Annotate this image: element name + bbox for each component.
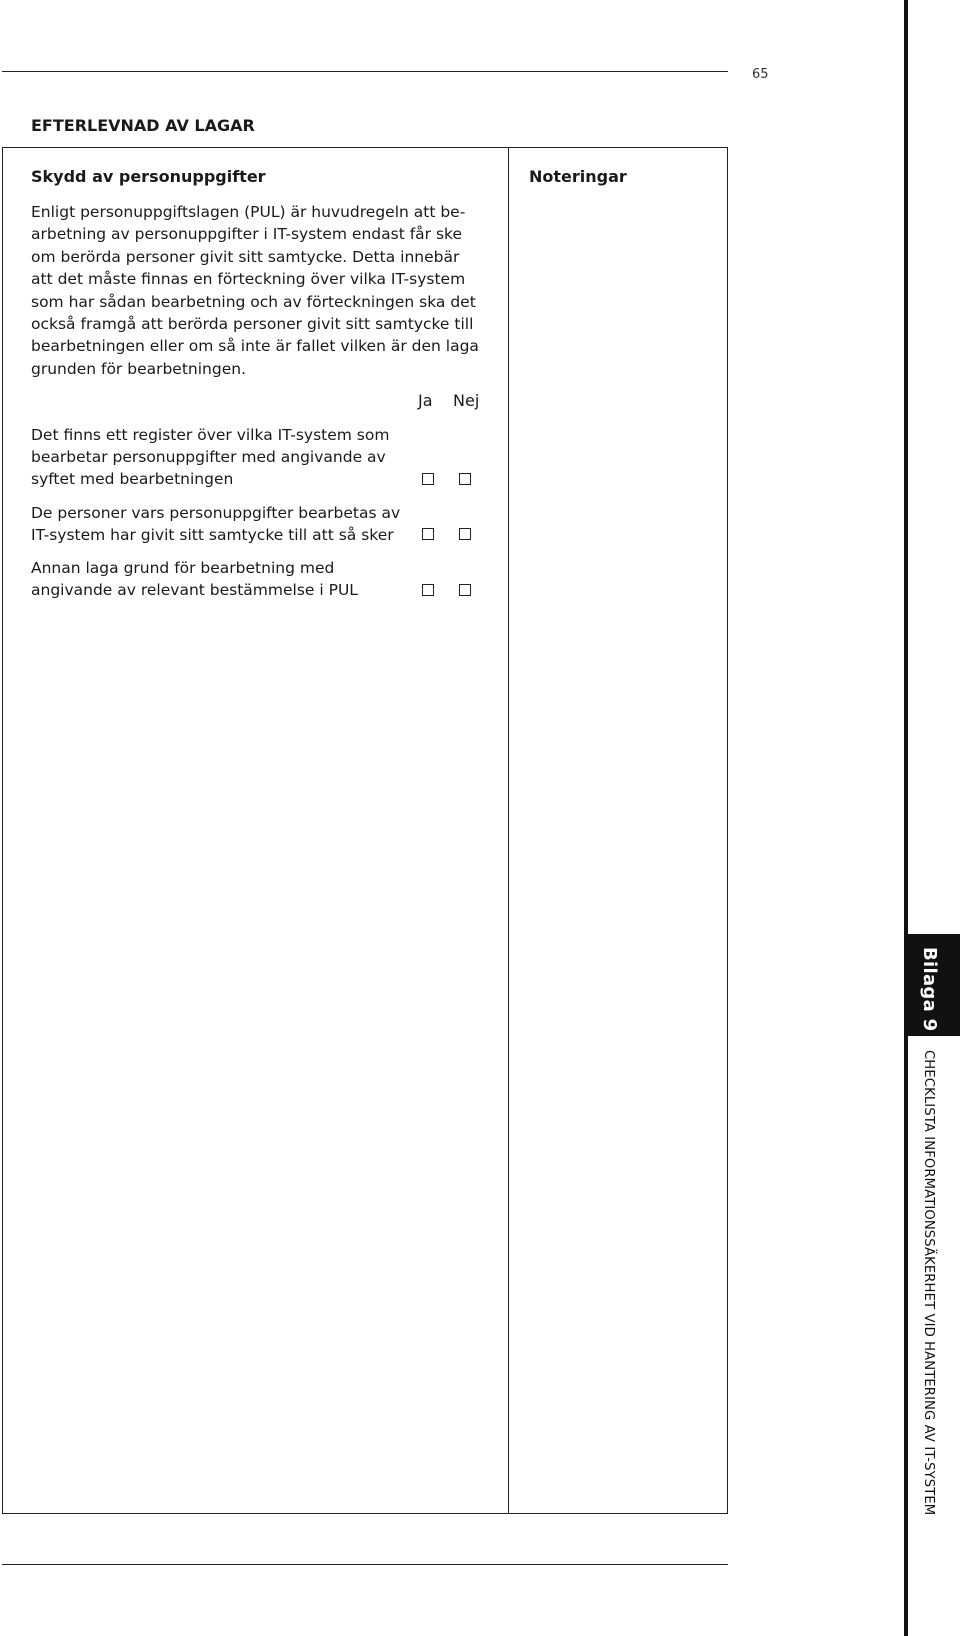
checkbox-no-consent[interactable] [459, 528, 471, 540]
checkbox-yes-consent[interactable] [422, 528, 434, 540]
column-divider [508, 147, 509, 1514]
subsection-title: Skydd av personuppgifter [31, 167, 266, 186]
section-title: EFTERLEVNAD AV LAGAR [31, 116, 255, 135]
checklist-item-legal-ground: Annan laga grund för bearbetning med angivande av relevant bestämmelse i PUL [31, 559, 358, 599]
side-bar [904, 0, 908, 1636]
checklist-item-register: Det finns ett register över vilka IT-system som bearbetar personuppgifter med angivande av syftet med bearbetningen [31, 426, 390, 488]
column-header-no: Nej [453, 391, 480, 410]
header-rule [2, 71, 728, 72]
checkbox-yes-register[interactable] [422, 473, 434, 485]
footer-rule [2, 1564, 728, 1565]
checkbox-no-legal-ground[interactable] [459, 584, 471, 596]
side-running-title: CHECKLISTA INFORMATIONSSÄKERHET VID HANTERING AV IT-SYSTEM [921, 1050, 936, 1516]
notes-heading: Noteringar [529, 167, 627, 186]
page-number: 65 [752, 67, 769, 82]
intro-paragraph: Enligt personuppgiftslagen (PUL) är huvudregeln att be- arbetning av personuppgifter i IT-system endast får ske om berörda personer givit sitt samtycke. Detta innebär att det måste finnas en förteckning över vilka IT-system som har sådan bearbetning och av förteckningen ska det också framgå att berörda personer givit sitt samtycke till bearbetningen eller om så inte är fallet vilken är den laga grunden för bearbetningen. [31, 203, 479, 378]
appendix-tab-label: Bilaga 9 [919, 947, 940, 1032]
column-header-yes: Ja [418, 391, 433, 410]
checkbox-yes-legal-ground[interactable] [422, 584, 434, 596]
checkbox-no-register[interactable] [459, 473, 471, 485]
checklist-item-consent: De personer vars personuppgifter bearbetas av IT-system har givit sitt samtycke till att så sker [31, 504, 401, 544]
